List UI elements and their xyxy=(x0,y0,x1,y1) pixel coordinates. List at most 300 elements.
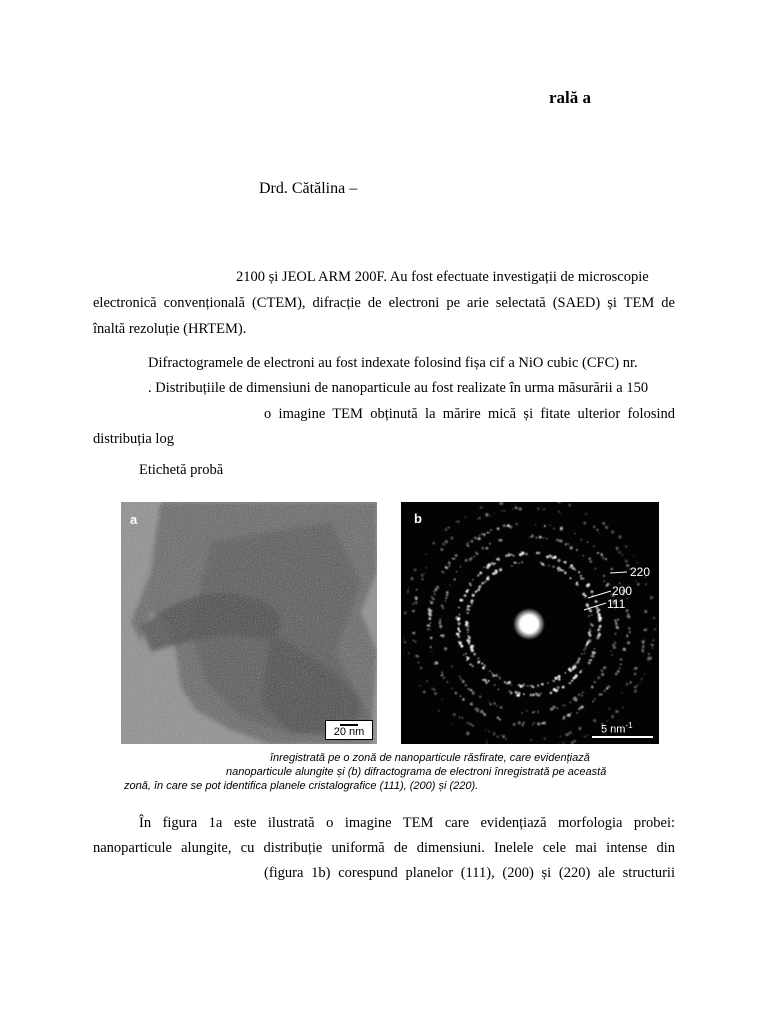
diffraction-spot xyxy=(415,601,418,604)
diffraction-spot xyxy=(582,691,584,693)
diffraction-spot xyxy=(605,526,608,529)
diffraction-spot xyxy=(611,715,614,718)
diffraction-spot xyxy=(504,510,506,512)
diffraction-spot xyxy=(415,654,418,657)
diffraction-spot xyxy=(586,642,588,644)
diffraction-spot xyxy=(442,607,444,609)
diffraction-spot xyxy=(616,547,619,550)
diffraction-spot xyxy=(513,555,514,556)
diffraction-spot xyxy=(615,673,618,676)
diffraction-spot xyxy=(558,570,560,572)
diffraction-spot xyxy=(590,590,593,593)
diffraction-spot xyxy=(462,680,465,683)
diffraction-spot xyxy=(486,740,488,742)
diffraction-spot xyxy=(557,559,560,562)
scale-bar-b-label xyxy=(601,721,633,736)
diffraction-spot xyxy=(581,695,582,696)
diffraction-spot xyxy=(543,737,546,740)
diffraction-spot xyxy=(564,561,567,564)
diffraction-spot xyxy=(614,642,617,645)
diffraction-spot xyxy=(515,523,518,526)
diffraction-spot xyxy=(587,583,590,586)
diffraction-spot xyxy=(542,509,543,510)
diffraction-spot xyxy=(441,604,444,607)
diffraction-spot xyxy=(485,681,488,684)
diffraction-spot xyxy=(514,506,517,509)
caption-line3: zonă, în care se pot identifica planele cristalografice (111), (200) și (220). xyxy=(124,780,479,792)
diffraction-spot xyxy=(635,580,637,582)
diffraction-spot xyxy=(467,688,469,690)
diffraction-spot xyxy=(652,647,654,649)
diffraction-spot xyxy=(477,657,479,659)
diffraction-spot xyxy=(410,577,413,580)
diffraction-spot xyxy=(567,733,570,736)
diffraction-spot xyxy=(611,530,614,533)
diffraction-spot xyxy=(573,739,576,742)
diffraction-spot xyxy=(570,564,573,567)
diffraction-spot xyxy=(476,553,478,555)
diffraction-spot xyxy=(537,684,540,687)
diffraction-spot xyxy=(480,506,483,509)
diffraction-spot xyxy=(443,677,445,679)
diffraction-spot xyxy=(539,536,542,539)
diffraction-spot xyxy=(588,557,591,560)
diffraction-spot xyxy=(581,653,583,655)
diffraction-spot xyxy=(564,672,566,674)
diffraction-spot xyxy=(462,698,465,701)
diffraction-spot xyxy=(515,562,517,564)
diffraction-spot xyxy=(574,568,575,569)
diffraction-spot xyxy=(583,555,584,556)
diffraction-spot xyxy=(652,639,654,641)
diffraction-spot xyxy=(433,591,435,593)
diffraction-spot xyxy=(563,716,566,719)
diffraction-spot xyxy=(614,633,616,635)
diffraction-spot xyxy=(556,539,558,541)
diffraction-spot xyxy=(479,571,482,574)
diffraction-spot xyxy=(463,594,466,597)
diffraction-spot xyxy=(481,547,484,550)
diffraction-spot xyxy=(569,567,570,568)
diffraction-spot xyxy=(477,576,478,577)
diffraction-spot xyxy=(596,636,599,639)
diffraction-spot xyxy=(543,721,546,724)
diffraction-spot xyxy=(508,681,511,684)
diffraction-spot xyxy=(483,712,484,713)
diffraction-spot xyxy=(541,683,544,686)
saed-pattern-panel xyxy=(401,502,659,744)
sample-label: Etichetă probă xyxy=(139,462,224,478)
diffraction-spot xyxy=(483,567,484,568)
diffraction-spot xyxy=(491,562,494,565)
diffraction-spot xyxy=(560,513,561,514)
diffraction-spot xyxy=(492,673,493,674)
scale-bar-a-label: 20 nm xyxy=(333,726,365,738)
diffraction-spot xyxy=(497,736,499,738)
diffraction-spot xyxy=(606,687,608,689)
diffraction-spot xyxy=(569,731,572,734)
diffraction-spot xyxy=(468,642,470,644)
diffraction-spot xyxy=(460,645,463,648)
diffraction-spot xyxy=(472,579,473,580)
diffraction-spot xyxy=(428,624,429,625)
diffraction-spot xyxy=(588,615,589,616)
diffraction-spot xyxy=(530,739,532,741)
diffraction-spot xyxy=(548,565,549,566)
diffraction-spot xyxy=(600,669,603,672)
diffraction-spot xyxy=(592,651,594,653)
diffraction-spot xyxy=(488,702,489,703)
diffraction-spot xyxy=(590,611,592,613)
diffraction-spot xyxy=(500,735,501,736)
diffraction-spot xyxy=(552,566,554,568)
diffraction-spot xyxy=(594,681,596,683)
diffraction-spot xyxy=(575,674,578,677)
diffraction-spot xyxy=(601,673,604,676)
diffraction-spot xyxy=(407,590,409,592)
para1-line2: electronică convențională (CTEM), difracție de electroni pe arie selectată (SAED) și TEM de xyxy=(93,295,675,311)
diffraction-spot xyxy=(445,600,447,602)
diffraction-spot xyxy=(467,629,469,631)
diffraction-spot xyxy=(537,509,539,511)
diffraction-spot xyxy=(537,722,540,725)
diffraction-spot xyxy=(444,677,446,679)
diffraction-spot xyxy=(589,659,591,661)
diffraction-spot xyxy=(622,707,624,709)
diffraction-spot xyxy=(449,565,451,567)
diffraction-spot xyxy=(562,570,564,572)
tem-image-graphic xyxy=(121,502,377,744)
diffraction-spot xyxy=(532,686,534,688)
diffraction-spot xyxy=(645,583,647,585)
diffraction-spot xyxy=(457,520,460,523)
diffraction-spot xyxy=(419,685,421,687)
diffraction-spot xyxy=(628,627,631,630)
diffraction-spot xyxy=(529,685,530,686)
diffraction-spot xyxy=(404,641,407,644)
diffraction-spot xyxy=(467,612,468,613)
diffraction-spot xyxy=(653,617,655,619)
diffraction-spot xyxy=(582,593,585,596)
diffraction-spot xyxy=(621,692,622,693)
diffraction-spot xyxy=(560,540,563,543)
diffraction-spot xyxy=(467,632,468,633)
diffraction-spot xyxy=(618,535,621,538)
diffraction-spot xyxy=(611,654,612,655)
diffraction-spot xyxy=(620,663,622,665)
diffraction-spot xyxy=(510,691,511,692)
diffraction-spot xyxy=(570,702,571,703)
diffraction-spot xyxy=(564,705,565,706)
diffraction-spot xyxy=(525,553,528,556)
diffraction-spot xyxy=(626,609,629,612)
diffraction-spot xyxy=(535,524,536,525)
diffraction-spot xyxy=(474,537,477,540)
diffraction-spot xyxy=(623,648,626,651)
diffraction-spot xyxy=(421,578,424,581)
diffraction-spot xyxy=(570,546,573,549)
diffraction-spot xyxy=(553,556,556,559)
diffraction-spot xyxy=(620,658,622,660)
ring-label-200: 200 xyxy=(612,584,633,598)
diffraction-spot xyxy=(597,552,600,555)
diffraction-spot xyxy=(448,562,451,565)
diffraction-spot xyxy=(447,526,449,528)
diffraction-spot xyxy=(458,607,460,609)
diffraction-spot xyxy=(644,610,647,613)
para1-line3: înaltă rezoluție (HRTEM). xyxy=(93,321,247,337)
diffraction-spot xyxy=(540,693,542,695)
diffraction-spot xyxy=(523,693,525,695)
diffraction-spot xyxy=(459,642,462,645)
diffraction-spot xyxy=(434,692,437,695)
diffraction-spot xyxy=(603,690,605,692)
diffraction-spot xyxy=(521,562,523,564)
diffraction-spot xyxy=(456,571,457,572)
diffraction-spot xyxy=(593,546,595,548)
diffraction-spot xyxy=(434,593,436,595)
diffraction-spot xyxy=(471,650,474,653)
diffraction-spot xyxy=(433,688,436,691)
diffraction-spot xyxy=(532,534,534,536)
diffraction-spot xyxy=(567,543,569,545)
diffraction-spot xyxy=(552,680,553,681)
diffraction-spot xyxy=(467,545,469,547)
diffraction-spot xyxy=(470,645,471,646)
diffraction-spot xyxy=(590,560,593,563)
diffraction-spot xyxy=(565,543,567,545)
diffraction-spot xyxy=(634,690,637,693)
diffraction-spot xyxy=(477,710,479,712)
diffraction-spot xyxy=(430,622,431,623)
diffraction-spot xyxy=(604,525,605,526)
diffraction-spot xyxy=(640,678,642,680)
diffraction-spot xyxy=(514,562,516,564)
diffraction-spot xyxy=(444,647,447,650)
diffraction-spot xyxy=(569,577,571,579)
para3-line1: În figura 1a este ilustrată o imagine TEM care evidențiază morfologia probei: xyxy=(139,815,675,831)
diffraction-spot xyxy=(438,710,440,712)
diffraction-spot xyxy=(642,650,645,653)
diffraction-spot xyxy=(403,638,405,640)
scale-bar-a xyxy=(325,720,373,740)
diffraction-spot xyxy=(421,574,424,577)
diffraction-spot xyxy=(408,587,409,588)
diffraction-spot xyxy=(532,724,533,725)
diffraction-spot xyxy=(503,524,506,527)
diffraction-spot xyxy=(446,594,449,597)
diffraction-spot xyxy=(530,694,532,696)
diffraction-spot xyxy=(522,686,523,687)
diffraction-spot xyxy=(456,633,458,635)
diffraction-spot xyxy=(489,731,490,732)
diffraction-spot xyxy=(482,582,484,584)
scale-bar-b-exponent: -1 xyxy=(625,721,633,730)
diffraction-spot xyxy=(444,566,446,568)
diffraction-spot xyxy=(480,710,483,713)
diffraction-spot xyxy=(459,717,461,719)
diffraction-spot xyxy=(475,707,478,710)
diffraction-spot xyxy=(598,632,600,634)
diffraction-spot xyxy=(429,629,430,630)
diffraction-spot xyxy=(446,591,449,594)
diffraction-spot xyxy=(489,515,491,517)
diffraction-spot xyxy=(495,674,498,677)
diffraction-spot xyxy=(497,716,500,719)
diffraction-spot xyxy=(594,648,596,650)
diffraction-spot xyxy=(634,672,637,675)
diffraction-spot xyxy=(591,686,594,689)
diffraction-spot xyxy=(412,639,415,642)
diffraction-spot xyxy=(579,728,581,730)
diffraction-spot xyxy=(501,510,502,511)
diffraction-spot xyxy=(544,508,546,510)
diffraction-spot xyxy=(445,540,448,543)
diffraction-spot xyxy=(484,533,486,535)
diffraction-spot xyxy=(404,611,407,614)
diffraction-spot xyxy=(578,657,581,660)
diffraction-spot xyxy=(598,532,600,534)
diffraction-spot xyxy=(511,684,512,685)
diffraction-spot xyxy=(472,724,474,726)
diffraction-spot xyxy=(472,692,475,695)
diffraction-spot xyxy=(594,698,596,700)
diffraction-spot xyxy=(426,567,428,569)
para3-line3: (figura 1b) corespund planelor (111), (200) și (220) ale structurii xyxy=(264,865,675,881)
diffraction-spot xyxy=(536,693,539,696)
diffraction-spot xyxy=(613,646,616,649)
diffraction-spot xyxy=(547,682,549,684)
diffraction-spot xyxy=(627,641,630,644)
diffraction-spot xyxy=(580,539,582,541)
diffraction-spot xyxy=(584,653,585,654)
diffraction-spot xyxy=(633,667,636,670)
diffraction-spot xyxy=(577,660,580,663)
diffraction-spot xyxy=(484,664,486,666)
diffraction-spot xyxy=(496,705,498,707)
diffraction-spot xyxy=(493,702,496,705)
diffraction-spot xyxy=(654,628,657,631)
diffraction-spot xyxy=(629,681,632,684)
diffraction-spot xyxy=(436,662,439,665)
diffraction-spot xyxy=(650,596,653,599)
diffraction-spot xyxy=(510,692,512,694)
diffraction-spot xyxy=(507,524,510,527)
diffraction-spot xyxy=(585,647,587,649)
diffraction-spot xyxy=(415,641,417,643)
diffraction-spot xyxy=(559,735,561,737)
diffraction-spot xyxy=(590,659,592,661)
diffraction-spot xyxy=(499,678,500,679)
diffraction-spot xyxy=(467,605,470,608)
diffraction-spot xyxy=(596,609,598,611)
diffraction-spot xyxy=(617,550,618,551)
diffraction-spot xyxy=(428,618,430,620)
diffraction-spot xyxy=(549,555,550,556)
diffraction-spot xyxy=(477,588,480,591)
diffraction-spot xyxy=(594,600,597,603)
diffraction-spot xyxy=(458,622,461,625)
diffraction-spot xyxy=(482,679,484,681)
diffraction-spot xyxy=(489,543,491,545)
diffraction-spot xyxy=(443,572,445,574)
diffraction-spot xyxy=(589,630,592,633)
diffraction-spot xyxy=(595,568,597,570)
diffraction-spot xyxy=(420,667,422,669)
diffraction-spot xyxy=(424,573,425,574)
diffraction-spot xyxy=(589,634,592,637)
diffraction-spot xyxy=(463,654,465,656)
diffraction-spot xyxy=(574,698,577,701)
diffraction-spot xyxy=(486,577,489,580)
diffraction-spot xyxy=(637,562,639,564)
diffraction-spot xyxy=(637,583,640,586)
diffraction-spot xyxy=(477,537,480,540)
diffraction-spot xyxy=(455,521,457,523)
diffraction-spot xyxy=(465,559,468,562)
diffraction-spot xyxy=(591,614,593,616)
diffraction-spot xyxy=(511,565,512,566)
diffraction-spot xyxy=(611,568,614,571)
diffraction-spot xyxy=(541,563,544,566)
diffraction-spot xyxy=(597,629,599,631)
diffraction-spot xyxy=(440,625,442,627)
diffraction-spot xyxy=(467,542,469,544)
diffraction-spot xyxy=(562,705,564,707)
diffraction-spot xyxy=(423,691,426,694)
para2-line2: . Distribuțiile de dimensiuni de nanoparticule au fost realizate în urma măsurării a 150 xyxy=(148,380,649,396)
diffraction-spot xyxy=(431,651,432,652)
diffraction-spot xyxy=(538,507,540,509)
diffraction-spot xyxy=(556,707,558,709)
diffraction-spot xyxy=(633,555,634,556)
diffraction-spot xyxy=(490,529,492,531)
diffraction-spot xyxy=(519,507,522,510)
diffraction-spot xyxy=(588,661,591,664)
diffraction-spot xyxy=(564,572,566,574)
diffraction-spot xyxy=(469,723,472,726)
diffraction-spot xyxy=(599,693,602,696)
diffraction-spot xyxy=(415,597,418,600)
diffraction-spot xyxy=(583,522,586,525)
diffraction-spot xyxy=(585,644,587,646)
diffraction-spot xyxy=(543,537,544,538)
diffraction-spot xyxy=(618,551,621,554)
ring-label-220: 220 xyxy=(630,565,651,579)
central-beam xyxy=(513,608,545,640)
diffraction-spot xyxy=(596,607,598,609)
diffraction-spot xyxy=(408,652,410,654)
diffraction-spot xyxy=(602,557,604,559)
diffraction-spot xyxy=(497,527,500,530)
diffraction-spot xyxy=(625,560,628,563)
diffraction-spot xyxy=(605,584,608,587)
diffraction-spot xyxy=(515,691,518,694)
diffraction-spot xyxy=(466,612,467,613)
diffraction-spot xyxy=(467,658,469,660)
diffraction-spot xyxy=(444,528,447,531)
diffraction-spot xyxy=(578,571,580,573)
diffraction-spot xyxy=(599,613,601,615)
diffraction-spot xyxy=(505,555,506,556)
para2-line4: distribuția log xyxy=(93,431,174,447)
diffraction-spot xyxy=(464,684,467,687)
diffraction-spot xyxy=(472,691,473,692)
diffraction-spot xyxy=(440,548,443,551)
diffraction-spot xyxy=(512,508,514,510)
diffraction-spot xyxy=(592,655,595,658)
diffraction-spot xyxy=(442,542,445,545)
